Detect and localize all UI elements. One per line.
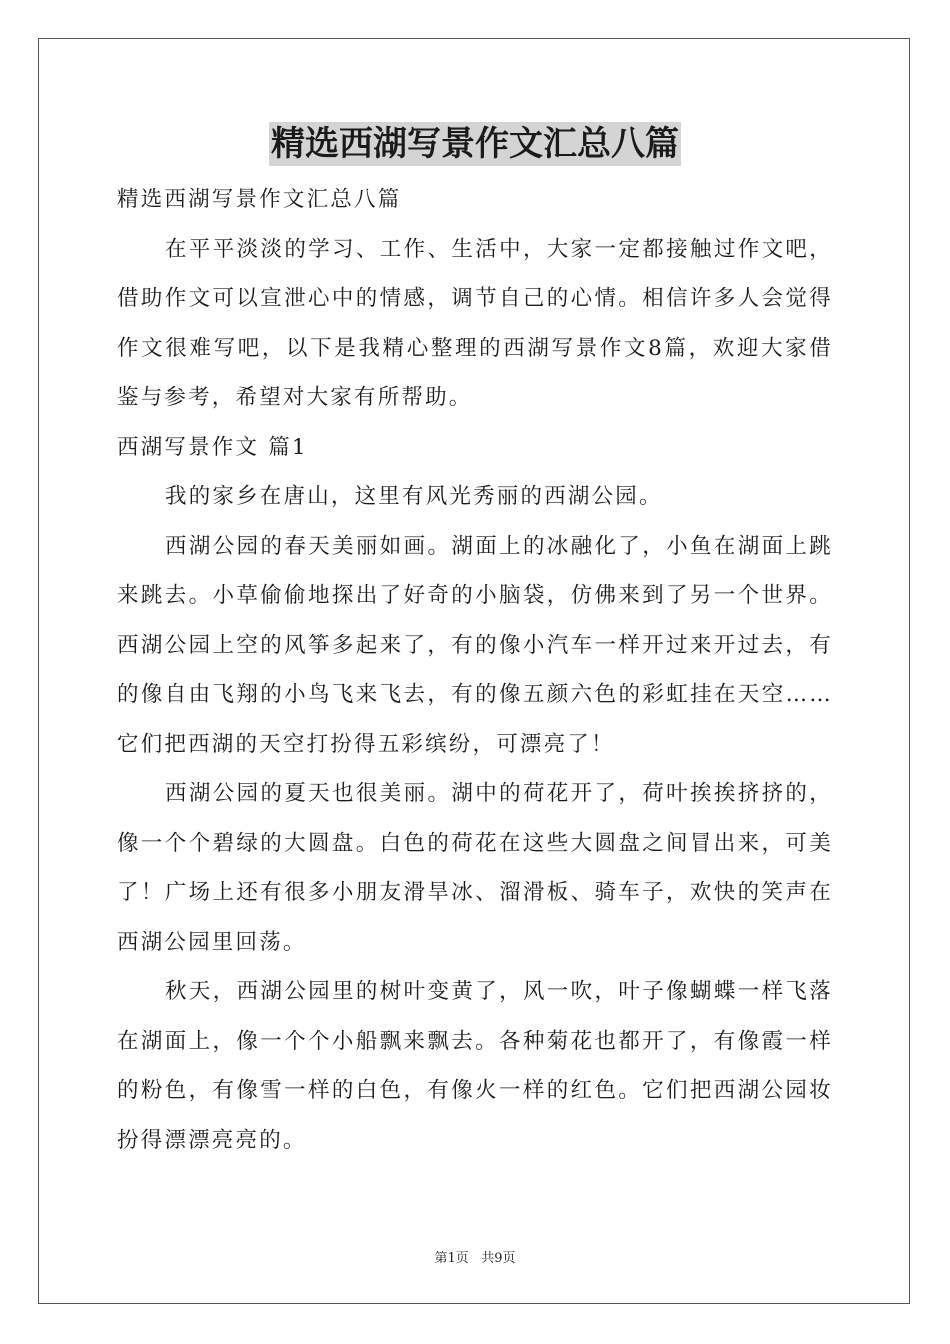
body-paragraph-3: 西湖公园的夏天也很美丽。湖中的荷花开了，荷叶挨挨挤挤的，像一个个碧绿的大圆盘。白色的荷花在这些大圆盘之间冒出来，可美了！广场上还有很多小朋友滑旱冰、溜滑板、骑车子，欢快的笑声在西湖公园里回荡。 <box>117 781 833 955</box>
body-paragraph-2: 西湖公园的春天美丽如画。湖面上的冰融化了，小鱼在湖面上跳来跳去。小草偷偷地探出了好奇的小脑袋，仿佛来到了另一个世界。西湖公园上空的风筝多起来了，有的像小汽车一样开过来开过去，有的像自由飞翔的小鸟飞来飞去，有的像五颜六色的彩虹挂在天空……它们把西湖的天空打扮得五彩缤纷，可漂亮了！ <box>117 533 833 757</box>
body-paragraph-4: 秋天，西湖公园里的树叶变黄了，风一吹，叶子像蝴蝶一样飞落在湖面上，像一个个小船飘来飘去。各种菊花也都开了，有像霞一样的粉色，有像雪一样的白色，有像火一样的红色。它们把西湖公园妆扮得漂漂亮亮的。 <box>117 979 833 1153</box>
intro-paragraph: 在平平淡淡的学习、工作、生活中，大家一定都接触过作文吧，借助作文可以宣泄心中的情感，调节自己的心情。相信许多人会觉得作文很难写吧，以下是我精心整理的西湖写景作文8篇，欢迎大家借鉴与参考，希望对大家有所帮助。 <box>117 236 833 410</box>
document-subtitle: 精选西湖写景作文汇总八篇 <box>117 187 402 212</box>
page-number: 第1页 <box>434 1251 469 1266</box>
title-container <box>0 122 950 166</box>
section-heading: 西湖写景作文 篇1 <box>117 434 308 460</box>
page-total: 共9页 <box>481 1251 516 1266</box>
page-footer <box>0 1247 950 1266</box>
body-paragraph-1: 我的家乡在唐山，这里有风光秀丽的西湖公园。 <box>165 484 663 509</box>
document-title: 精选西湖写景作文汇总八篇 <box>271 124 679 164</box>
document-body <box>117 175 833 1165</box>
